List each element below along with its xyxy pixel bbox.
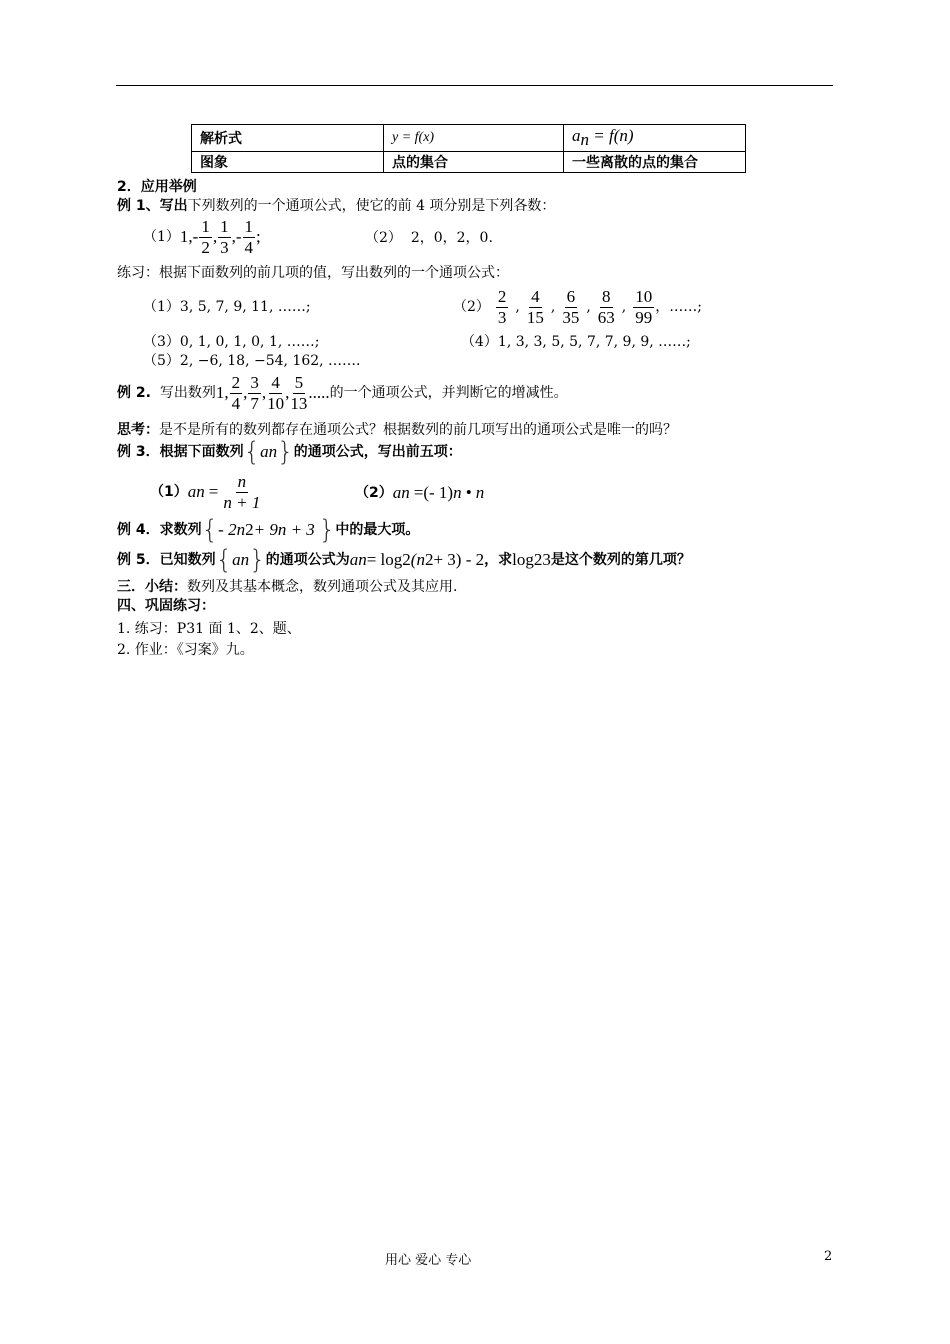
- example-1: 例 1、写出下列数列的一个通项公式，使它的前 4 项分别是下列各数：: [117, 198, 556, 214]
- comparison-table: [191, 124, 746, 173]
- header-rule: [116, 85, 833, 86]
- practice-q1: （1）3, 5, 7, 9, 11, ……;: [143, 299, 311, 315]
- table-row: [192, 152, 746, 173]
- section-heading: 2．应用举例: [117, 179, 197, 195]
- example-1-part-1: （1） 1,- $\frac{1}{2}$ , $\frac{1}{3}$ ,- $\frac{1}{4}$ ;: [143, 216, 261, 257]
- think-question: 思考：是不是所有的数列都存在通项公式？根据数列的前几项写出的通项公式是唯一的吗？: [117, 422, 677, 438]
- example-3-part-2: （2） a n =(- 1) n • n: [355, 483, 485, 502]
- table-row: [192, 125, 746, 152]
- example-1-part-2: （2） 2，0，2，0.: [365, 230, 493, 246]
- table-cell: y = f(x): [384, 125, 564, 152]
- example-2: 例 2. 写出数列 1, $\frac{2}{4}$ , $\frac{3}{7}$ , $\frac{4}{10}$ , $\frac{5}{13}$ ..... 的一个通项公式，并判断它的增减性。: [117, 372, 568, 413]
- table-cell: $a_n = f(n)$: [564, 125, 746, 152]
- table-cell: 图象: [192, 152, 384, 173]
- example-5: 例 5．已知数列 { a n } 的通项公式为 a n = log 2 (n 2 + 3) - 2 ，求 log 2 3 是这个数列的第几项？: [117, 545, 691, 575]
- example-3: 例 3．根据下面数列 { a n } 的通项公式，写出前五项：: [117, 437, 462, 467]
- example-3-part-1: （1） a n = $\frac{n}{n + 1}$: [150, 471, 261, 512]
- example-4: 例 4．求数列 { - 2n 2 + 9n + 3 } 中的最大项。: [117, 515, 420, 545]
- footer-slogan: 用心 爱心 专心: [385, 1253, 472, 1268]
- practice-q2: （2） $\frac{2}{3}$ , $\frac{4}{15}$ , $\frac{6}{35}$ , $\frac{8}{63}$ , $\frac{10}{99}$ ，……;: [453, 286, 702, 327]
- practice-q4: （4）1, 3, 3, 5, 5, 7, 7, 9, 9, ……;: [461, 334, 691, 350]
- table-cell: 一些离散的点的集合: [564, 152, 746, 173]
- list-item: 2. 作业：《习案》九。: [117, 642, 254, 658]
- table-cell: 点的集合: [384, 152, 564, 173]
- list-item: 1. 练习：P31 面 1、2、题、: [117, 621, 301, 637]
- practice-q3: （3）0, 1, 0, 1, 0, 1, ……;: [143, 334, 320, 350]
- summary: 三．小结：数列及其基本概念，数列通项公式及其应用.: [117, 579, 458, 595]
- table-cell: 解析式: [192, 125, 384, 152]
- practice-intro: 练习：根据下面数列的前几项的值，写出数列的一个通项公式：: [117, 265, 509, 281]
- consolidate-heading: 四、巩固练习：: [117, 598, 215, 614]
- page-number: 2: [824, 1249, 833, 1264]
- practice-q5: （5）2, −6, 18, −54, 162, …….: [143, 353, 361, 369]
